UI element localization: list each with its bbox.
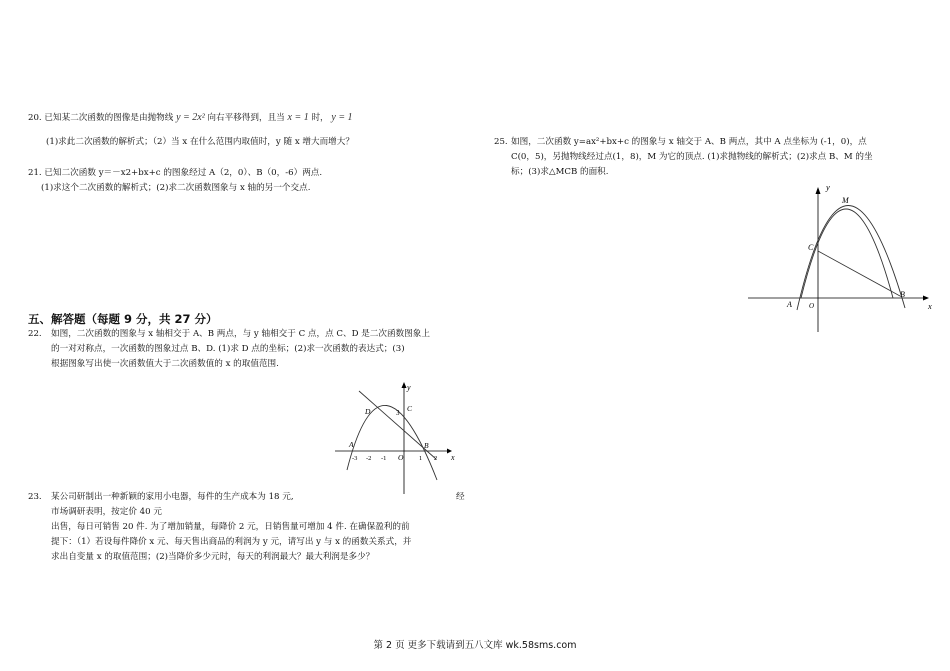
q22-line3: 根据图象写出使一次函数值大于二次函数值的 x 的取值范围. (51, 359, 279, 369)
q25-point-m-label: M (842, 196, 849, 205)
q25-line2: C(0，5)，另抛物线经过点(1，8)，M 为它的顶点. (1)求抛物线的解析式；(2)求点 B、M 的坐 (511, 152, 873, 162)
q20-line2: (1)求此二次函数的解析式；（2）当 x 在什么范围内取值时，y 随 x 增大而增大？ (46, 137, 354, 147)
q25-point-a-label: A (787, 300, 792, 309)
q22-y-axis-label: y (407, 383, 411, 392)
q20-text-c: 时， (311, 113, 329, 123)
q21-line2: (1)求这个二次函数的解析式；(2)求二次函数图象与 x 轴的另一个交点. (41, 183, 311, 193)
q25-point-b-label: B (900, 290, 905, 299)
q20-formula-y: y = 1 (331, 112, 353, 123)
q22-graph (335, 378, 460, 496)
q25-graph (745, 180, 935, 335)
q20-line1 (28, 111, 353, 125)
q25-point-c-label: C (808, 243, 814, 252)
q22-line1: 如图，二次函数的图象与 x 轴相交于 A、B 两点，与 y 轴相交于 C 点，点 C、D 是二次函数图象上 (51, 329, 430, 339)
q22-x-axis-label: x (451, 453, 455, 462)
q20-text-b: 向右平移得到，且当 (207, 113, 285, 123)
q23-line4: 提下：（1）若设每件降价 x 元、每天售出商品的利润为 y 元，请写出 y 与 x 的函数关系式，并 (51, 537, 412, 547)
q22-number: 22. (28, 329, 42, 339)
q23-line3: 出售，每日可销售 20 件. 为了增加销量，每降价 2 元，日销售量可增加 4 件. 在确保盈利的前 (51, 522, 410, 532)
q21-line1: 21. 已知二次函数 y＝－x2+bx+c 的图象经过 A（2，0）、B（0，-6）两点. (28, 168, 323, 178)
q22-x-tick-2: 2 (434, 455, 438, 462)
q22-point-c-label: C (407, 404, 413, 413)
q25-y-axis-label: y (826, 182, 830, 192)
q25-origin-label: O (809, 302, 815, 310)
q20-number: 20. (28, 113, 42, 123)
q22-x-tick-neg1: -1 (381, 455, 387, 462)
q25-line1: 如图，二次函数 y=ax²+bx+c 的图象与 x 轴交于 A、B 两点，其中 A 点坐标为 (-1，0)，点 (511, 137, 867, 147)
q22-line2: 的一对对称点，一次函数的图象过点 B、D. (1)求 D 点的坐标；(2)求一次函数的表达式；(3) (51, 344, 405, 354)
q22-x-tick-1: 1 (419, 455, 423, 462)
q22-x-tick-neg3: -3 (352, 455, 358, 462)
section-heading: 五、解答题（每题 9 分，共 27 分） (28, 312, 218, 326)
q22-x-tick-neg2: -2 (366, 455, 372, 462)
q22-point-a-label: A (349, 440, 354, 449)
q23-line1: 某公司研制出一种新颖的家用小电器，每件的生产成本为 18 元, (51, 492, 294, 502)
q22-point-d-label: D (365, 407, 371, 416)
q23-line5: 求出自变量 x 的取值范围；(2)当降价多少元时，每天的利润最大？最大利润是多少？ (51, 552, 375, 562)
q22-origin-label: O (398, 453, 404, 462)
q22-point-b-label: B (424, 441, 429, 450)
q25-x-axis-label: x (928, 301, 932, 311)
q23-line1-tail: 经 (456, 492, 465, 502)
q20-text-a: 已知某二次函数的图像是由抛物线 (44, 113, 174, 123)
q25-number: 25. (494, 137, 508, 147)
page-footer: 第 2 页 更多下载请到五八文库 wk.58sms.com (373, 640, 577, 651)
q20-formula-x: x = 1 (287, 112, 309, 123)
q23-line2: 市场调研表明，按定价 40 元 (51, 507, 162, 517)
q23-number: 23. (28, 492, 42, 502)
q25-line3: 标；(3)求△MCB 的面积. (511, 167, 609, 177)
q22-y-tick-3: 3 (396, 409, 400, 417)
q20-formula-parabola: y = 2x² (176, 112, 205, 123)
